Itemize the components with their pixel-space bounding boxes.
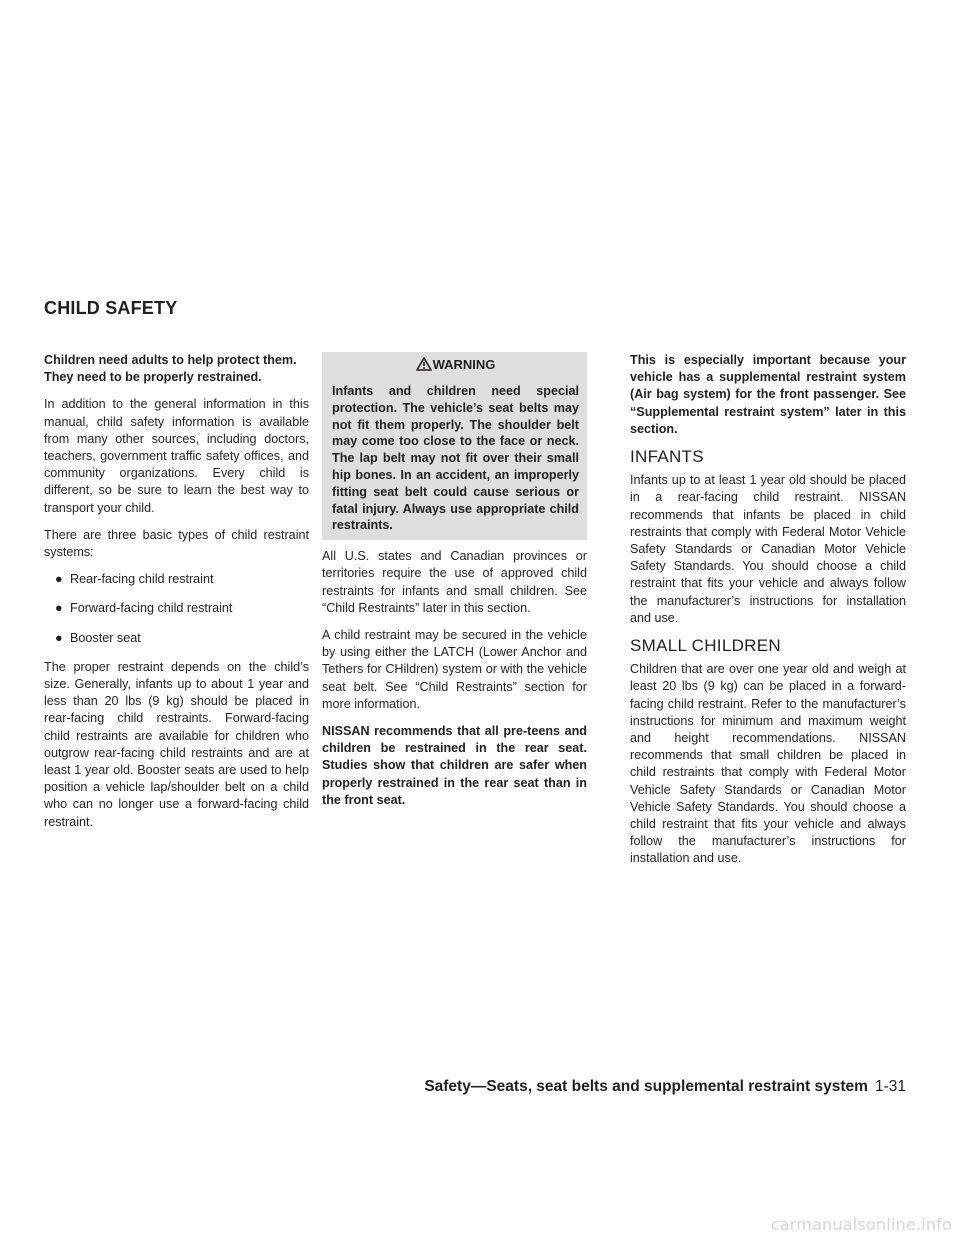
warning-box <box>322 352 587 540</box>
watermark: carmanualsonline.info <box>770 1215 952 1234</box>
column-right <box>630 352 906 878</box>
paragraph: In addition to the general information in this manual, child safety information is available from many other sources, including doctors, teachers, government traffic safety offices, and community organizations. Every child is different, so be sure to learn the best way to transport your child. <box>44 397 309 515</box>
intro-bold-paragraph: Children need adults to help protect them. They need to be properly restrained. <box>44 353 297 385</box>
paragraph: The proper restraint depends on the child’s size. Generally, infants up to about 1 year and less than 20 lbs (9 kg) should be placed in rear-facing child restraints. Forward-facing child restraints are available for children who outgrow rear-facing child restraints and are at least 1 year old. Booster seats are used to help position a vehicle lap/shoulder belt on a child who can no longer use a forward-facing child restraint. <box>44 659 309 829</box>
recommendation-bold-paragraph: NISSAN recommends that all pre-teens and children be restrained in the rear seat. Studies show that children are safer when properly restrained in the rear seat than in the front seat. <box>322 724 587 807</box>
warning-header <box>332 357 579 373</box>
list-item-text: Rear-facing child restraint <box>70 572 214 587</box>
list-item <box>44 571 309 588</box>
list-item <box>44 600 309 617</box>
paragraph: There are three basic types of child restraint systems: <box>44 527 309 560</box>
paragraph: All U.S. states and Canadian provinces or territories require the use of approved child restraints for infants and small children. See “Child Restraints” later in this section. <box>322 549 587 615</box>
footer-chapter-title: Safety—Seats, seat belts and supplemental restraint system <box>424 1078 868 1095</box>
warning-title: WARNING <box>432 357 496 372</box>
list-item-text: Booster seat <box>70 630 141 645</box>
list-item-text: Forward-facing child restraint <box>70 601 233 616</box>
paragraph: A child restraint may be secured in the vehicle by using either the LATCH (Lower Anchor and Tethers for CHildren) system or with the vehicle seat belt. See “Child Restraints” section for more information. <box>322 627 587 711</box>
bullet-icon: ● <box>55 630 63 645</box>
warning-text: Infants and children need special protection. The vehicle’s seat belts may not fit them properly. The shoulder belt may come too close to the face or neck. The lap belt may not fit over their small hip bones. In an accident, an improperly fitting seat belt could cause serious or fatal injury. Always use appropriate child restraints. <box>332 384 579 533</box>
paragraph: Infants up to at least 1 year old should be placed in a rear-facing child restraint. NISSAN recommends that infants be placed in child restraints that comply with Federal Motor Vehicle Safety Standards or Canadian Motor Vehicle Safety Standards. You should choose a child restraint that fits your vehicle and always follow the manufacturer’s instructions for installation and use. <box>630 473 906 625</box>
bullet-icon: ● <box>55 601 63 616</box>
warning-triangle-icon <box>416 357 432 371</box>
list-item <box>44 630 309 647</box>
column-middle <box>322 352 587 819</box>
bullet-icon: ● <box>55 572 63 587</box>
column-left <box>44 352 309 841</box>
page-footer <box>400 1078 906 1096</box>
section-title: CHILD SAFETY <box>44 298 178 318</box>
paragraph: Children that are over one year old and weigh at least 20 lbs (9 kg) can be placed in a forward-facing child restraint. Refer to the manufacturer’s instructions for minimum and maximum weight and height recommendations. NISSAN recommends that small children be placed in child restraints that comply with Federal Motor Vehicle Safety Standards or Canadian Motor Vehicle Safety Standards. You should choose a child restraint that fits your vehicle and always follow the manufacturer’s instructions for installation and use. <box>630 662 906 866</box>
airbag-note-bold-paragraph: This is especially important because your vehicle has a supplemental restraint system (Air bag system) for the front passenger. See “Supplemental restraint system” later in this section. <box>630 353 906 436</box>
restraint-types-list <box>44 571 309 647</box>
heading-small-children: SMALL CHILDREN <box>630 636 781 656</box>
heading-infants: INFANTS <box>630 447 704 467</box>
page-number: 1-31 <box>874 1078 906 1095</box>
